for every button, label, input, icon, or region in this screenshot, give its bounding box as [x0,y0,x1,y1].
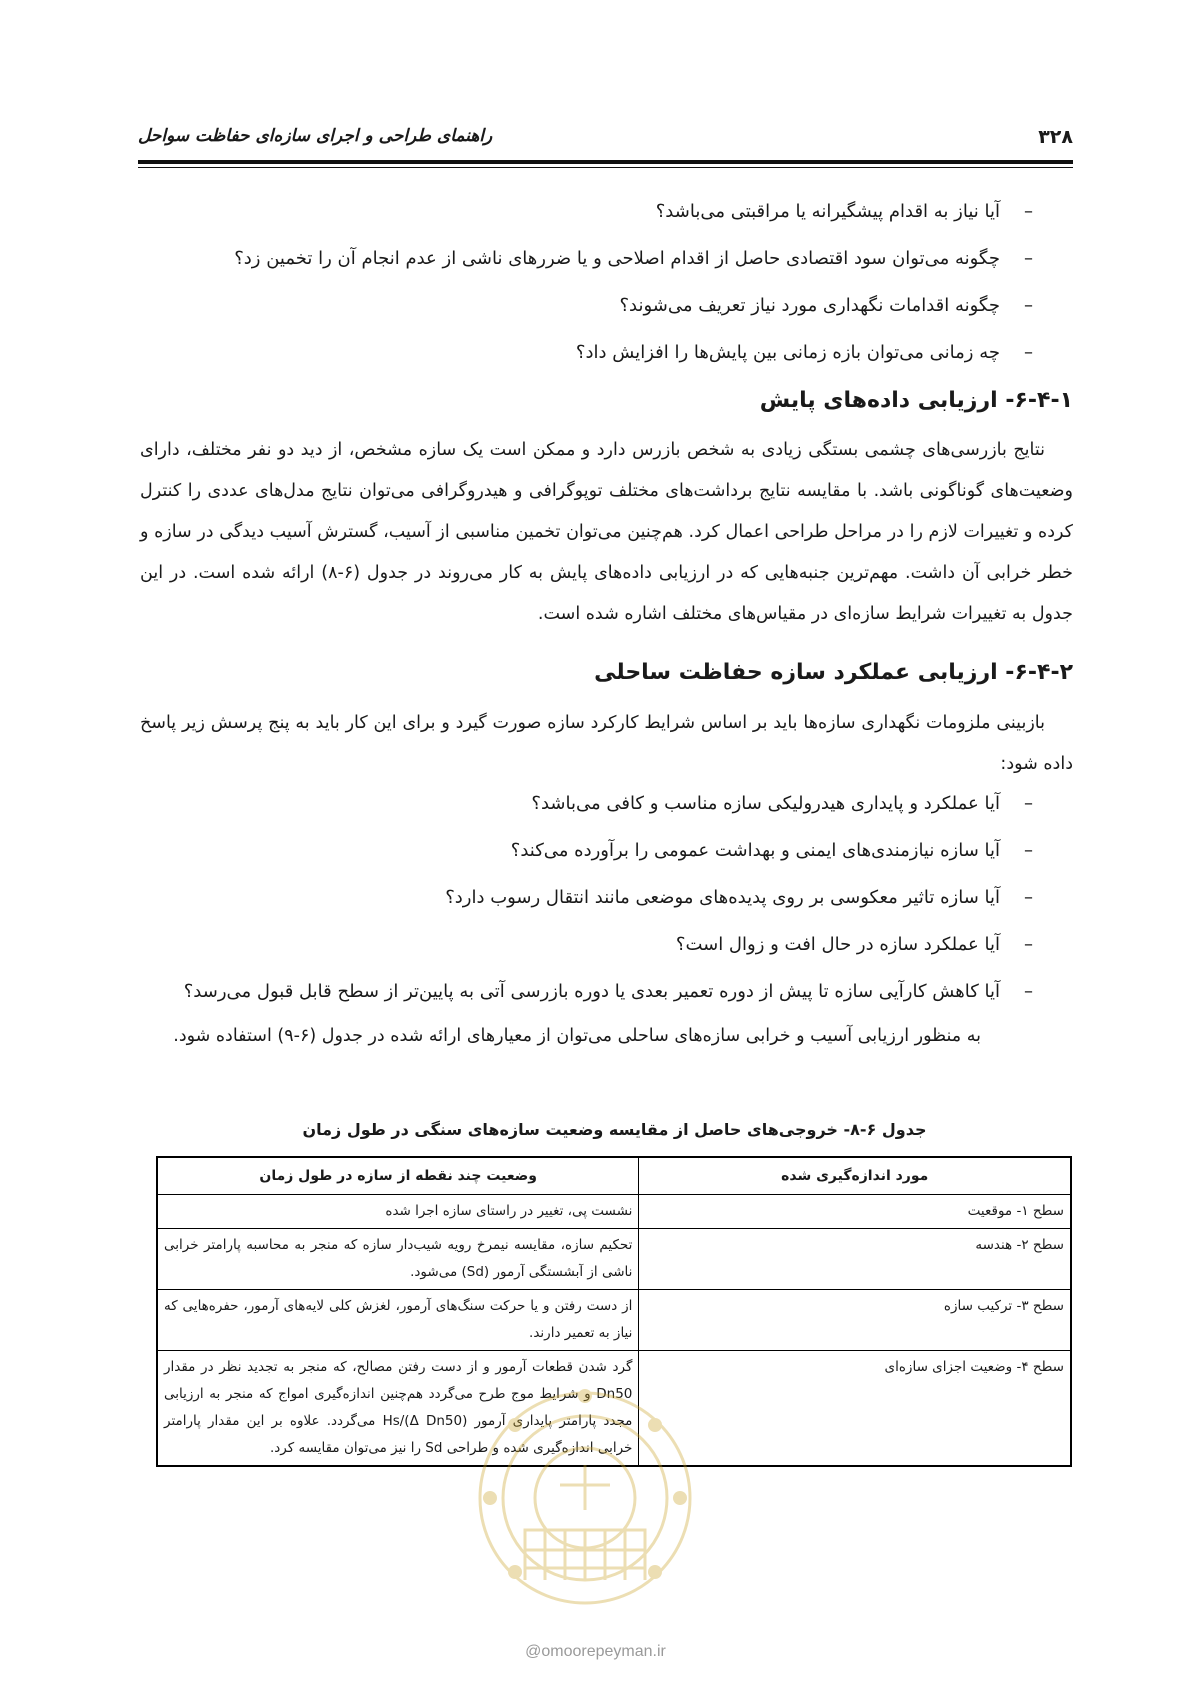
list-item: – آیا عملکرد سازه در حال افت و زوال است؟ [675,934,1033,955]
running-title: راهنمای طراحی و اجرای سازه‌ای حفاظت سواحل [138,126,493,146]
section-paragraph-performance: بازبینی ملزومات نگهداری سازه‌ها باید بر اساس شرایط کارکرد سازه صورت گیرد و برای این کار باید به پنج پرسش زیر پاسخ داده شود: [140,713,1073,774]
table-caption: جدول ۶-۸- خروجی‌های حاصل از مقایسه وضعیت سازه‌های سنگی در طول زمان [302,1120,927,1139]
list-item: – چگونه اقدامات نگهداری مورد نیاز تعریف می‌شوند؟ [619,295,1033,316]
table-cell-condition: از دست رفتن و یا حرکت سنگ‌های آرمور، لغزش کلی لایه‌های آرمور، حفره‌هایی که نیاز به تعمیر دارند. [157,1290,639,1351]
table-cell-level: سطح ۱- موقعیت [639,1195,1071,1229]
footer-watermark-url: @omoorepeyman.ir [525,1643,666,1660]
list-item: – آیا سازه تاثیر معکوسی بر روی پدیده‌های موضعی مانند انتقال رسوب دارد؟ [445,887,1033,908]
table-cell-condition: نشست پی، تغییر در راستای سازه اجرا شده [157,1195,639,1229]
column-header-condition: وضعیت چند نقطه از سازه در طول زمان [157,1157,639,1195]
page-number: ۳۲۸ [1038,126,1073,148]
section-paragraph-monitoring: نتایج بازرسی‌های چشمی بستگی زیادی به شخص بازرس دارد و ممکن است یک سازه مشخص، از دید دو نفر مختلف، دارای وضعیت‌های گوناگونی باشد. با مقایسه نتایج برداشت‌های مختلف توپوگرافی و هیدروگرافی می‌توان نتایج مدل‌های عددی را کنترل کرده و تغییرات لازم را در مراحل طراحی اعمال کرد. هم‌چنین می‌توان تخمین مناسبی از آسیب، گسترش آسیب دیدگی در سازه و خطر خرابی آن داشت. مهم‌ترین جنبه‌هایی که در ارزیابی داده‌های پایش به کار می‌روند در جدول (۶-۸) ارائه شده است. در این جدول به تغییرات شرایط سازه‌ای در مقیاس‌های مختلف اشاره شده است. [140,440,1073,624]
table-cell-level: سطح ۴- وضعیت اجزای سازه‌ای [639,1351,1071,1467]
closing-sentence: به منظور ارزیابی آسیب و خرابی سازه‌های ساحلی می‌توان از معیارهای ارائه شده در جدول (۶-۹) استفاده شود. [173,1026,981,1046]
table-row [157,1290,1071,1351]
table-header-row [157,1157,1071,1195]
table-row [157,1195,1071,1229]
page-header [138,122,1073,158]
list-item: – آیا کاهش کارآیی سازه تا پیش از دوره تعمیر بعدی یا دوره بازرسی آتی به پایین‌تر از سطح قابل قبول می‌رسد؟ [183,981,1033,1002]
table-cell-condition: تحکیم سازه، مقایسه نیمرخ رویه شیب‌دار سازه که منجر به محاسبه پارامتر خرابی ناشی از آبشستگی آرمور (Sd) می‌شود. [157,1229,639,1290]
column-header-measured-item: مورد اندازه‌گیری شده [639,1157,1071,1195]
list-item: – چه زمانی می‌توان بازه زمانی بین پایش‌ها را افزایش داد؟ [575,342,1033,363]
top-question-list [173,188,1073,376]
list-item: – چگونه می‌توان سود اقتصادی حاصل از اقدام اصلاحی و یا ضررهای ناشی از عدم انجام آن را تخمین زد؟ [234,248,1033,269]
header-rule-thick [138,160,1073,164]
list-item: – آیا سازه نیازمندی‌های ایمنی و بهداشت عمومی را برآورده می‌کند؟ [510,840,1033,861]
section-heading-monitoring-data: ۶-۴-۱- ارزیابی داده‌های پایش [759,388,1073,413]
header-rule-thin [138,167,1073,168]
table-cell-level: سطح ۳- ترکیب سازه [639,1290,1071,1351]
table-cell-condition: گرد شدن قطعات آرمور و از دست رفتن مصالح، که منجر به تجدید نظر در مقدار Dn50 و شرایط موج طرح می‌گردد هم‌چنین اندازه‌گیری امواج که منجر به ارزیابی مجدد پارامتر پایداری آرمور (Hs/(Δ Dn50 می‌گردد. علاوه بر این مقدار پارامتر خرابی اندازه‌گیری شده و طراحی Sd را نیز می‌توان مقایسه کرد. [157,1351,639,1467]
table-row [157,1229,1071,1290]
section-heading-performance: ۶-۴-۲- ارزیابی عملکرد سازه حفاظت ساحلی [594,660,1073,685]
performance-question-list [173,780,1073,1015]
list-item: – آیا نیاز به اقدام پیشگیرانه یا مراقبتی می‌باشد؟ [655,201,1033,222]
table-cell-level: سطح ۲- هندسه [639,1229,1071,1290]
list-item: – آیا عملکرد و پایداری هیدرولیکی سازه مناسب و کافی می‌باشد؟ [531,793,1033,814]
watermark-seal-icon [470,1380,700,1615]
